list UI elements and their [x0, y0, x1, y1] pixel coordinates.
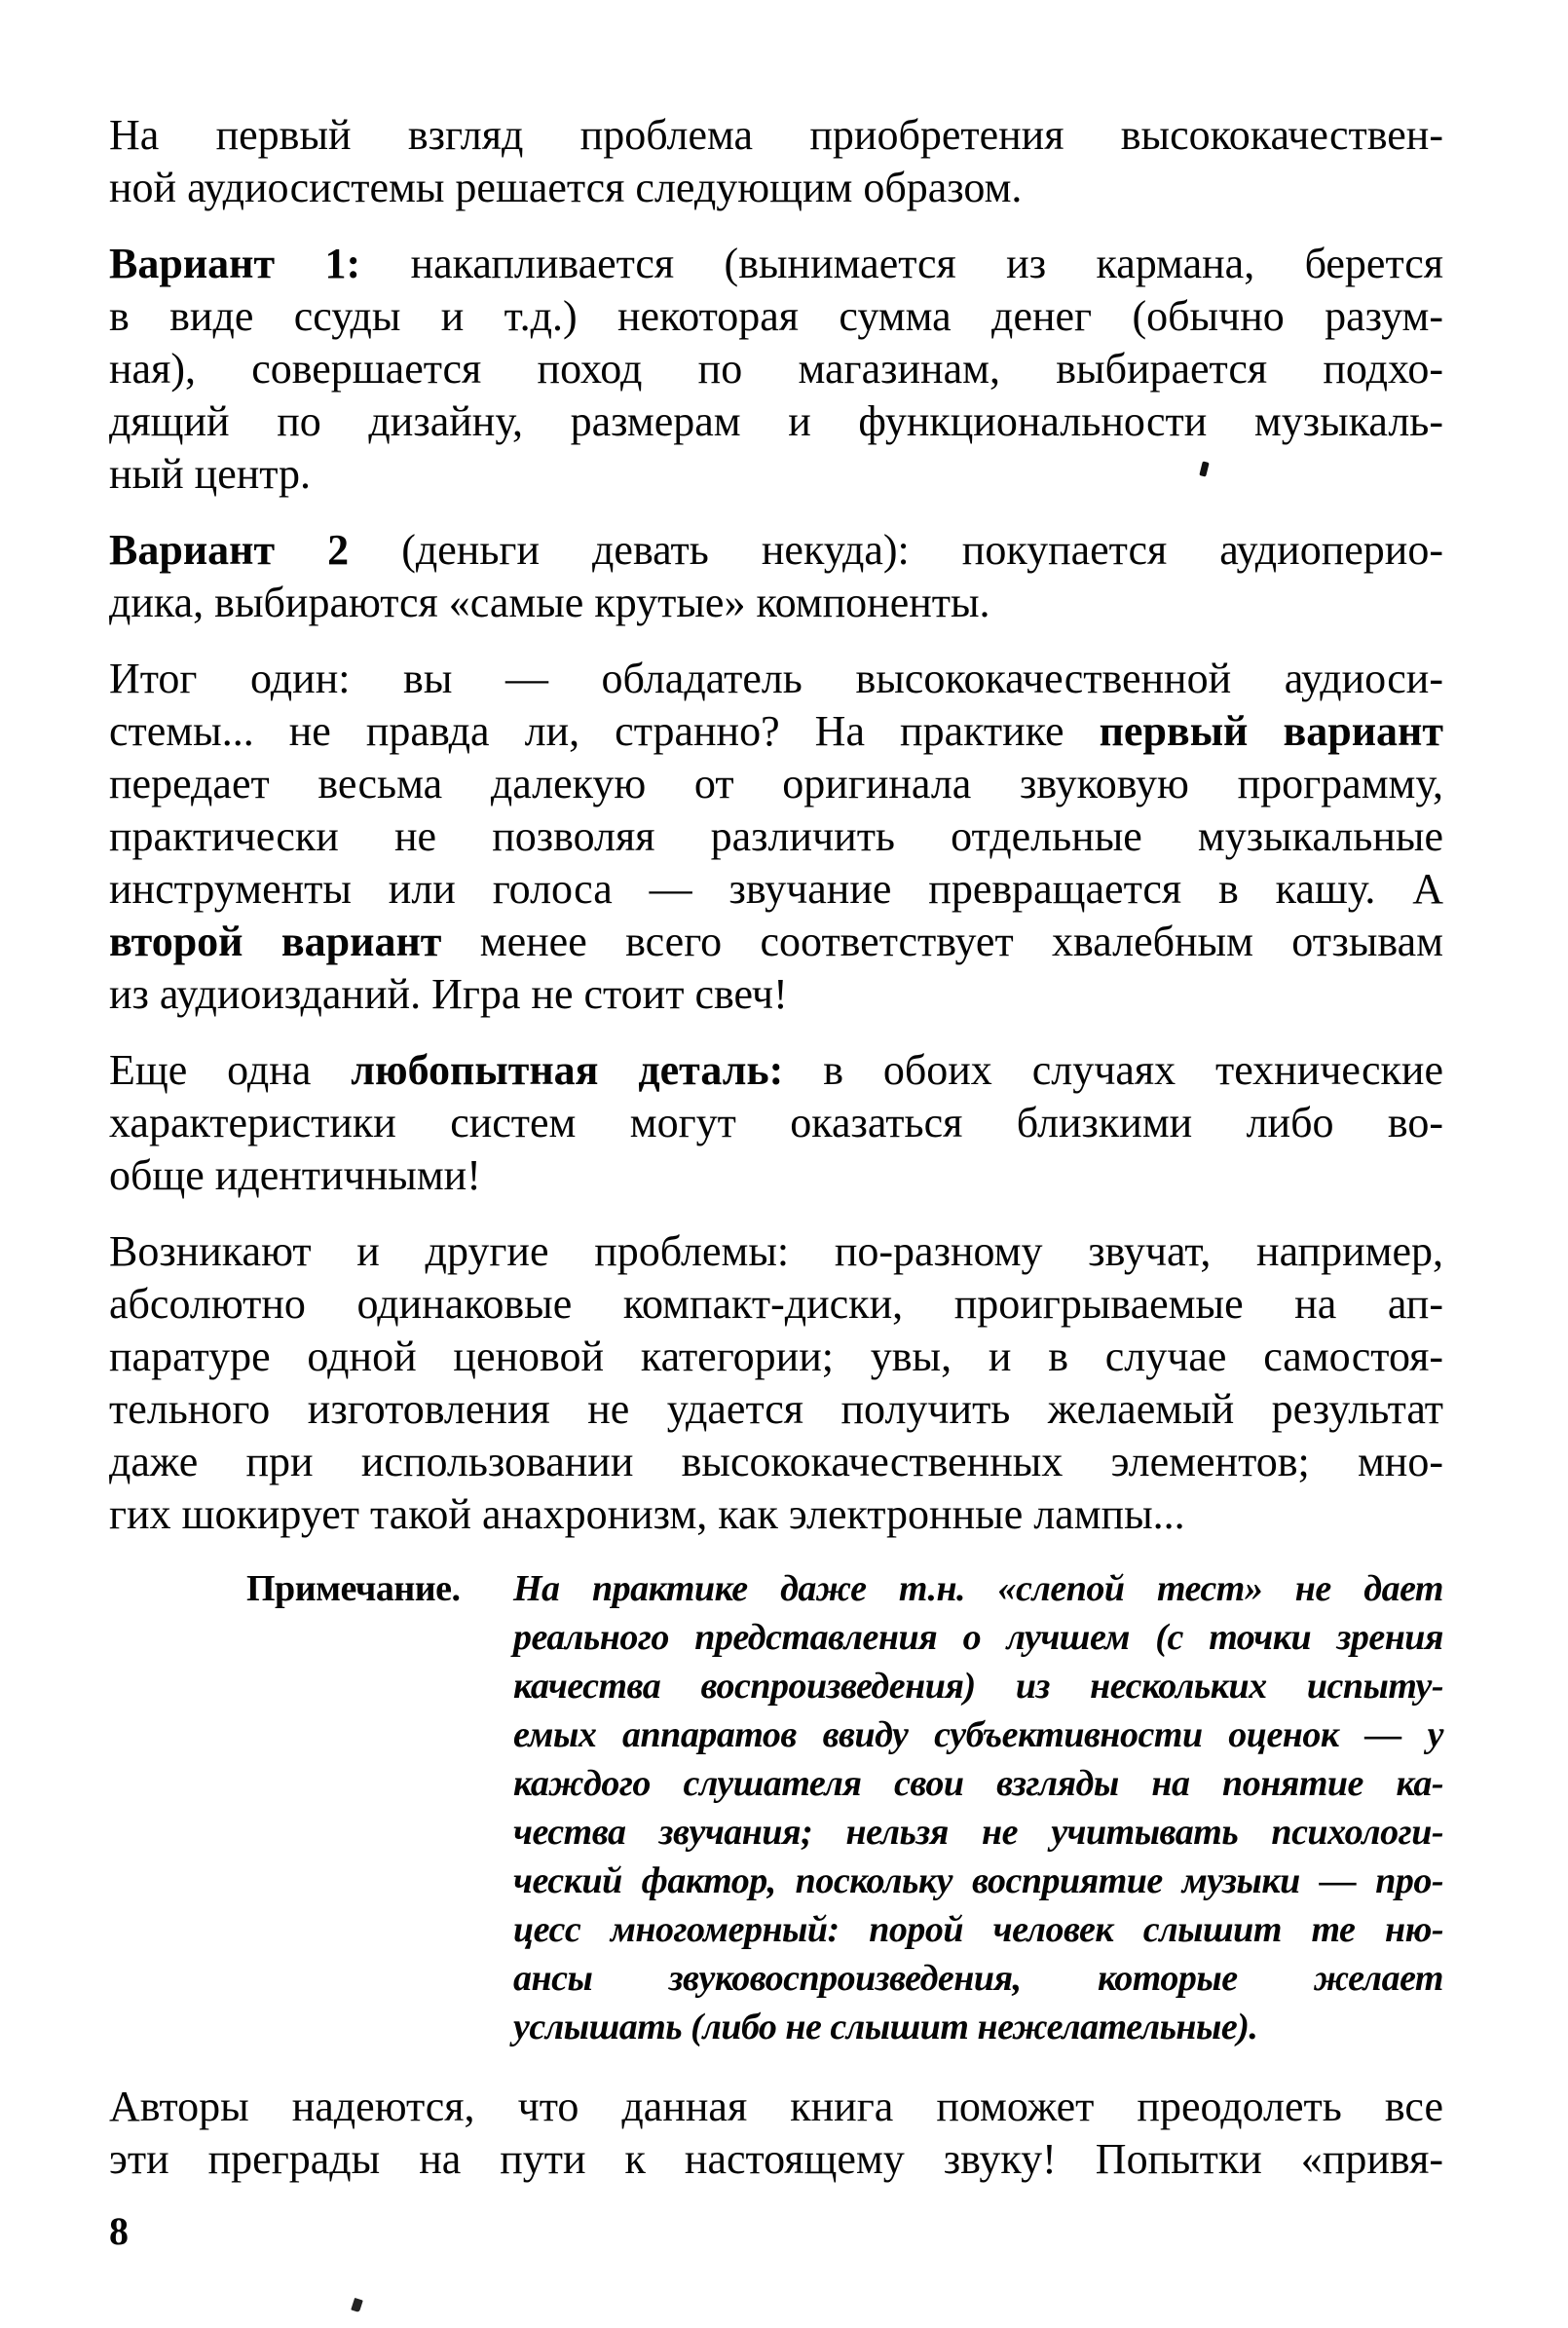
text-segment: дика, выбираются «самые крутые» компоненты.	[109, 579, 990, 626]
bold-text-segment: второй вариант	[109, 918, 442, 965]
text-line	[109, 1383, 1443, 1436]
text-line	[109, 810, 1443, 863]
text-segment: каждого слушателя свои взгляды на понятие ка-	[513, 1763, 1443, 1804]
text-segment: практически не позволяя различить отдельные музыкальные	[109, 812, 1443, 860]
text-segment: Возникают и другие проблемы: по-разному звучат, например,	[109, 1227, 1443, 1275]
text-segment: накапливается (вынимается из кармана, берется	[360, 240, 1443, 287]
text-line	[513, 1954, 1443, 2003]
text-segment: (деньги девать некуда): покупается аудиоперио-	[349, 526, 1443, 574]
text-segment: емых аппаратов ввиду субъективности оценок — у	[513, 1714, 1443, 1755]
text-segment: ной аудиосистемы решается следующим образом.	[109, 164, 1023, 211]
text-line	[109, 916, 1443, 968]
text-line	[109, 238, 1443, 290]
text-segment: На практике даже т.н. «слепой тест» не дает	[513, 1568, 1443, 1609]
scan-artifact	[351, 2298, 363, 2312]
text-line	[109, 1436, 1443, 1488]
text-segment: Итог один: вы — обладатель высококачественной аудиоси-	[109, 655, 1443, 702]
text-segment: ная), совершается поход по магазинам, выбирается подхо-	[109, 345, 1443, 393]
text-segment: тельного изготовления не удается получить желаемый результат	[109, 1385, 1443, 1433]
text-line	[109, 1225, 1443, 1278]
text-line	[513, 1564, 1443, 1613]
paragraph-3	[109, 524, 1443, 629]
paragraph-1	[109, 109, 1443, 214]
text-segment: На первый взгляд проблема приобретения высококачествен-	[109, 111, 1443, 159]
text-line	[109, 524, 1443, 577]
text-line	[109, 653, 1443, 705]
text-line	[109, 290, 1443, 343]
note-label: Примечание.	[246, 1568, 461, 1609]
text-segment: ческий фактор, поскольку восприятие музыки — про-	[513, 1860, 1443, 1901]
text-segment: реального представления о лучшем (с точки зрения	[513, 1617, 1443, 1658]
text-line	[109, 1149, 1443, 1202]
paragraph-8	[109, 2081, 1443, 2186]
text-line	[109, 1097, 1443, 1149]
text-line	[109, 343, 1443, 395]
text-segment: Еще одна	[109, 1046, 352, 1094]
text-line	[109, 705, 1443, 758]
text-segment: эти преграды на пути к настоящему звуку! Попытки «привя-	[109, 2135, 1443, 2183]
bold-text-segment: Вариант 1:	[109, 240, 361, 287]
page-number: 8	[109, 2209, 129, 2253]
bold-text-segment: любопытная деталь:	[351, 1046, 784, 1094]
note-text	[513, 1564, 1443, 2051]
text-segment: ансы звуковоспроизведения, которые желает	[513, 1958, 1443, 1999]
text-segment: цесс многомерный: порой человек слышит те ню-	[513, 1909, 1443, 1950]
text-line	[109, 758, 1443, 810]
text-segment: в виде ссуды и т.д.) некоторая сумма денег (обычно разум-	[109, 292, 1443, 340]
note-block	[109, 1564, 1443, 2051]
text-segment: передает весьма далекую от оригинала звуковую программу,	[109, 760, 1443, 807]
text-segment: качества воспроизведения) из нескольких испыту-	[513, 1666, 1443, 1707]
text-line	[513, 1808, 1443, 1857]
paragraph-4	[109, 653, 1443, 1021]
text-segment: из аудиоизданий. Игра не стоит свеч!	[109, 970, 788, 1018]
text-segment: даже при использовании высококачественных элементов; мно-	[109, 1438, 1443, 1485]
text-segment: дящий по дизайну, размерам и функциональности музыкаль-	[109, 397, 1443, 445]
text-line	[109, 2081, 1443, 2133]
bold-text-segment: первый вариант	[1099, 707, 1444, 755]
text-segment: паратуре одной ценовой категории; увы, и в случае самостоя-	[109, 1333, 1443, 1380]
text-line	[109, 1331, 1443, 1383]
paragraph-5	[109, 1044, 1443, 1202]
text-segment: гих шокирует такой анахронизм, как электронные лампы...	[109, 1490, 1185, 1538]
text-line	[109, 162, 1443, 214]
text-line	[109, 863, 1443, 916]
text-segment: менее всего соответствует хвалебным отзывам	[441, 918, 1444, 965]
text-line	[513, 1662, 1443, 1710]
text-segment: обще идентичными!	[109, 1151, 481, 1199]
text-line	[109, 968, 1443, 1021]
text-line	[109, 577, 1443, 629]
paragraph-6	[109, 1225, 1443, 1541]
text-line	[109, 1488, 1443, 1541]
text-line	[513, 1905, 1443, 1954]
text-segment: Авторы надеются, что данная книга поможет преодолеть все	[109, 2083, 1443, 2130]
text-line	[513, 1759, 1443, 1808]
text-line	[109, 1044, 1443, 1097]
text-line	[109, 1278, 1443, 1331]
text-line	[513, 1710, 1443, 1759]
text-line	[109, 2133, 1443, 2186]
text-line	[109, 448, 1443, 501]
bold-text-segment: Вариант 2	[109, 526, 350, 574]
text-segment: чества звучания; нельзя не учитывать психологи-	[513, 1812, 1443, 1853]
text-line	[109, 395, 1443, 448]
text-segment: абсолютно одинаковые компакт-диски, проигрываемые на ап-	[109, 1280, 1443, 1328]
text-segment: услышать (либо не слышит нежелательные).	[513, 2007, 1258, 2047]
text-segment: инструменты или голоса — звучание превращается в кашу. А	[109, 865, 1443, 913]
page-content	[109, 109, 1443, 2254]
text-segment: стемы... не правда ли, странно? На практике	[109, 707, 1100, 755]
text-line	[513, 1857, 1443, 1905]
text-segment: характеристики систем могут оказаться близкими либо во-	[109, 1099, 1443, 1146]
paragraph-2	[109, 238, 1443, 501]
text-line	[513, 2003, 1443, 2051]
text-line	[513, 1613, 1443, 1662]
text-segment: в обоих случаях технические	[783, 1046, 1443, 1094]
text-line	[109, 109, 1443, 162]
text-segment: ный центр.	[109, 450, 312, 498]
